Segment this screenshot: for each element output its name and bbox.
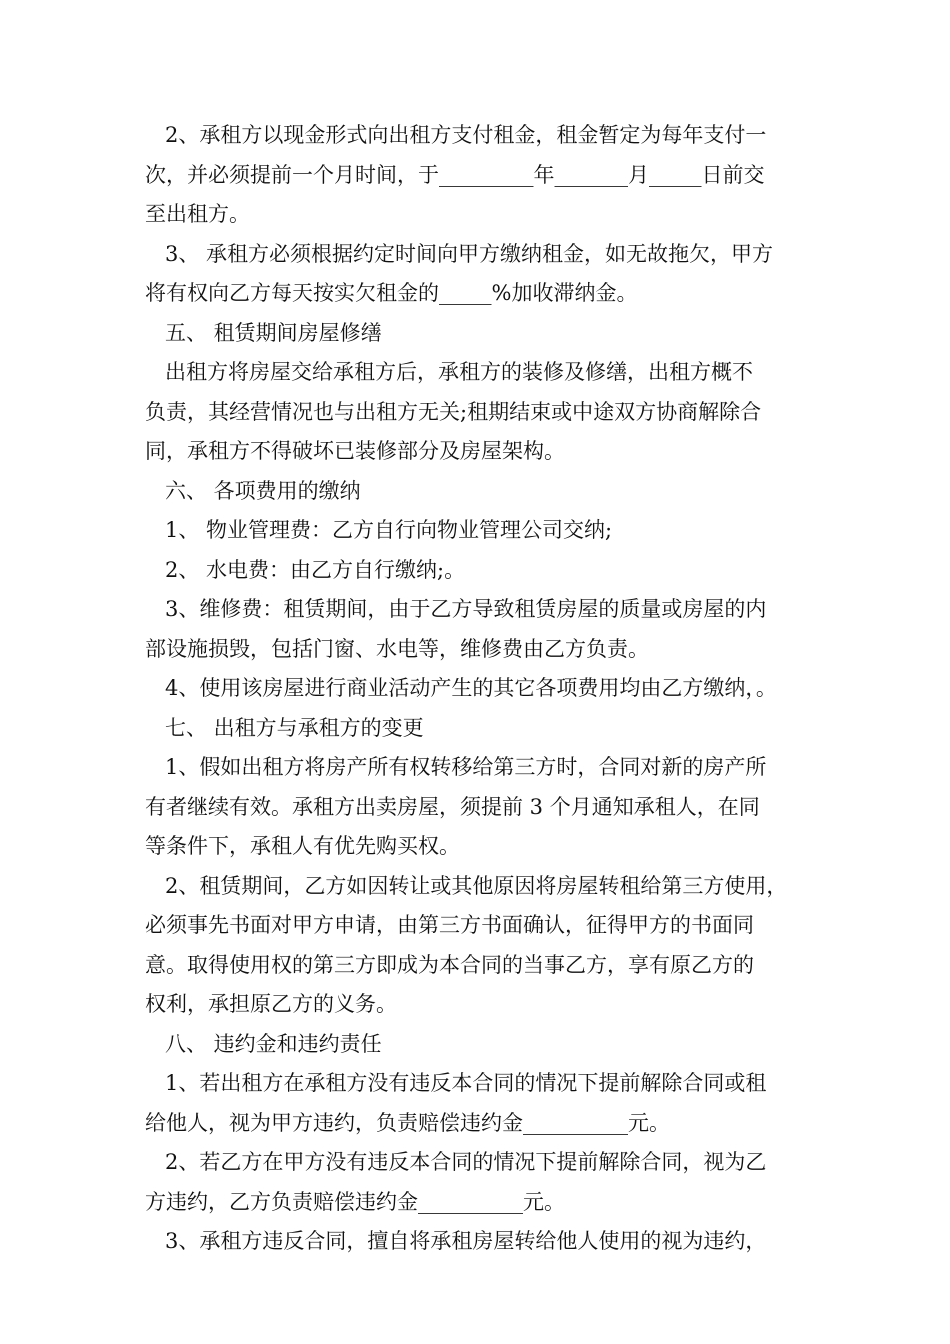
lease-text: [145, 116, 815, 1262]
text-line: 1、若出租方在承租方没有违反本合同的情况下提前解除合同或租: [165, 1071, 767, 1095]
text-line: 次，并必须提前一个月时间，于_________年_______月_____日前交: [145, 162, 765, 187]
text-line: 必须事先书面对甲方申请，由第三方书面确认，征得甲方的书面同: [145, 913, 754, 937]
section-heading: 五、 租赁期间房屋修缮: [165, 320, 382, 345]
text-line: 4、使用该房屋进行商业活动产生的其它各项费用均由乙方缴纳，。: [165, 676, 777, 700]
text-line: 同，承租方不得破坏已装修部分及房屋架构。: [145, 439, 565, 463]
text-line: 负责，其经营情况也与出租方无关;租期结束或中途双方协商解除合: [145, 399, 762, 424]
section-heading: 八、 违约金和违约责任: [165, 1031, 382, 1056]
section-heading: 七、 出租方与承租方的变更: [165, 715, 424, 740]
text-line: 1、 物业管理费：乙方自行向物业管理公司交纳;: [165, 518, 613, 542]
text-line: 等条件下，承租人有优先购买权。: [145, 834, 460, 858]
text-line: 2、承租方以现金形式向出租方支付租金，租金暂定为每年支付一: [165, 123, 767, 147]
text-line: 意。取得使用权的第三方即成为本合同的当事乙方，享有原乙方的: [145, 952, 754, 977]
text-line: 3、承租方违反合同，擅自将承租房屋转给他人使用的视为违约，: [165, 1229, 767, 1253]
text-line: 2、 水电费：由乙方自行缴纳;。: [165, 557, 466, 582]
text-line: 有者继续有效。承租方出卖房屋，须提前 3 个月通知承租人，在同: [145, 794, 760, 819]
document-body: [145, 116, 815, 1262]
text-line: 2、若乙方在甲方没有违反本合同的情况下提前解除合同，视为乙: [165, 1150, 767, 1174]
text-line: 至出租方。: [145, 202, 250, 226]
text-line: 出租方将房屋交给承租方后，承租方的装修及修缮，出租方概不: [165, 360, 753, 384]
text-line: 3、 承租方必须根据约定时间向甲方缴纳租金，如无故拖欠，甲方: [165, 241, 774, 266]
text-line: 部设施损毁，包括门窗、水电等，维修费由乙方负责。: [145, 636, 649, 661]
text-line: 给他人，视为甲方违约，负责赔偿违约金__________元。: [145, 1110, 670, 1135]
text-line: 2、租赁期间，乙方如因转让或其他原因将房屋转租给第三方使用，: [165, 873, 788, 898]
section-heading: 六、 各项费用的缴纳: [165, 478, 361, 503]
text-line: 将有权向乙方每天按实欠租金的_____%加收滞纳金。: [145, 281, 638, 305]
text-line: 方违约，乙方负责赔偿违约金__________元。: [145, 1189, 565, 1214]
text-line: 1、假如出租方将房产所有权转移给第三方时，合同对新的房产所: [165, 755, 767, 779]
text-line: 权利，承担原乙方的义务。: [145, 992, 397, 1016]
text-line: 3、维修费：租赁期间，由于乙方导致租赁房屋的质量或房屋的内: [165, 597, 767, 621]
